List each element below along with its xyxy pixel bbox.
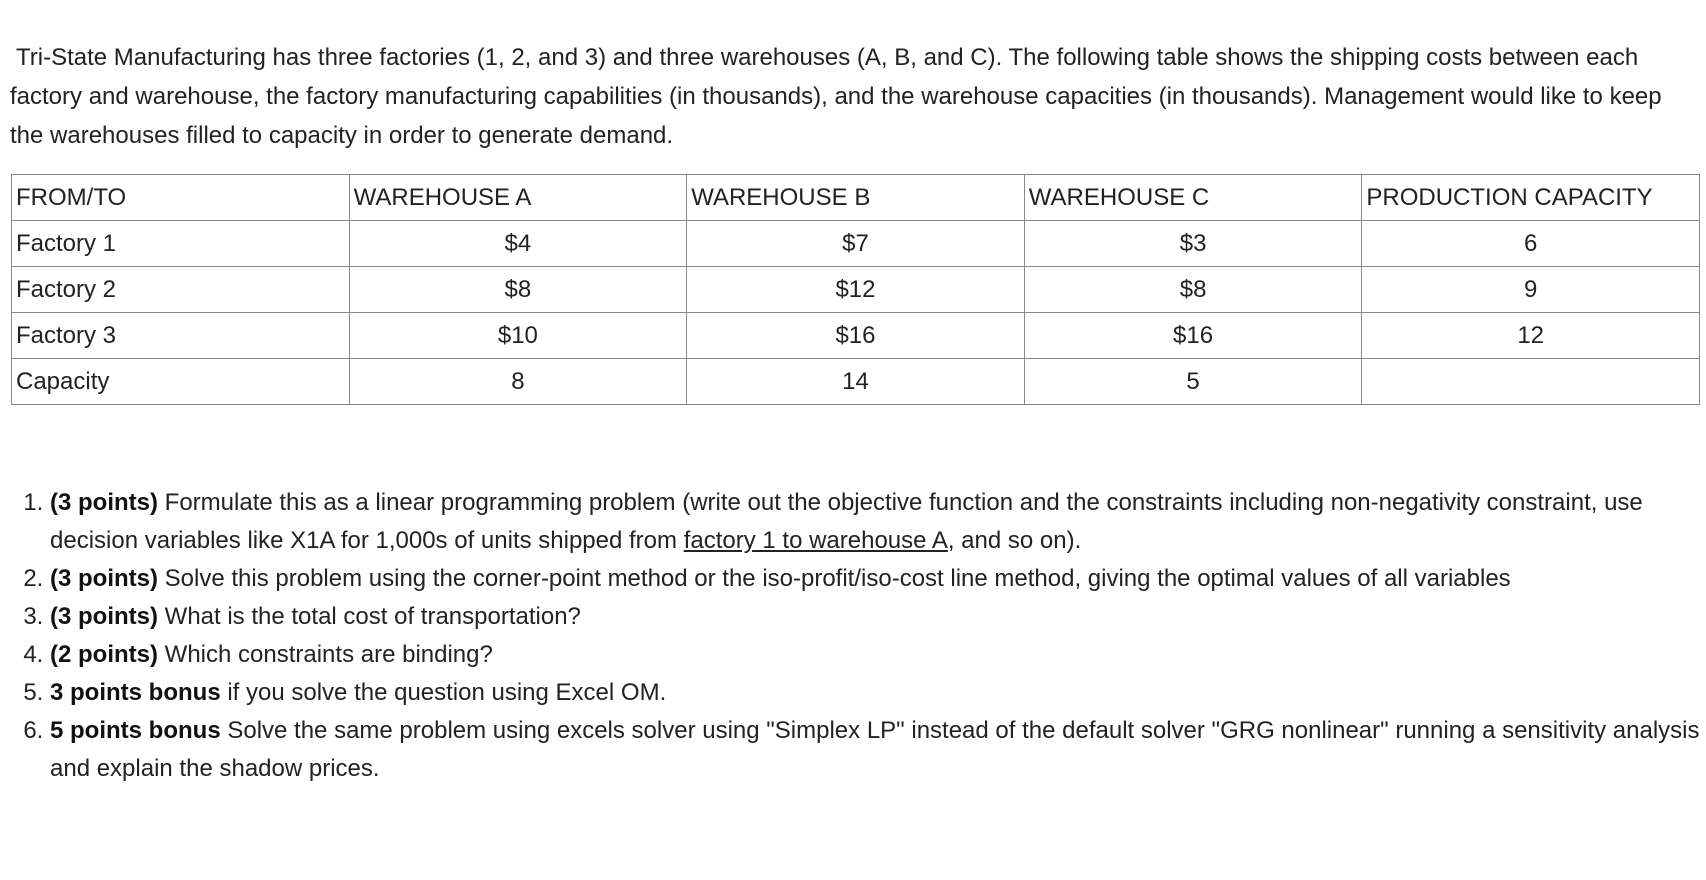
table-cell: 9 xyxy=(1362,267,1700,313)
row-label: Factory 3 xyxy=(12,313,350,359)
table-row xyxy=(12,359,1700,405)
shipping-cost-table xyxy=(11,174,1700,405)
question-text: Solve the same problem using excels solver using "Simplex LP" instead of the default solver "GRG nonlinear" running a sensitivity analysis and explain the shadow prices. xyxy=(50,717,1700,782)
header-warehouse-b: WAREHOUSE B xyxy=(687,175,1025,221)
table-cell: $12 xyxy=(687,267,1025,313)
header-production-capacity: PRODUCTION CAPACITY xyxy=(1362,175,1700,221)
table-row xyxy=(12,313,1700,359)
intro-paragraph xyxy=(10,38,1700,155)
row-label: Capacity xyxy=(12,359,350,405)
question-item xyxy=(50,712,1706,788)
question-points: (3 points) xyxy=(50,565,158,592)
question-item xyxy=(50,636,1706,674)
question-points: 5 points bonus xyxy=(50,717,221,744)
question-underlined-text: factory 1 to warehouse A xyxy=(683,527,948,554)
question-item xyxy=(50,674,1706,712)
table-cell: $16 xyxy=(687,313,1025,359)
question-text: Formulate this as a linear programming problem (write out the objective function and the constraints including non-negativity constraint, use decision variables like X1A for 1,000s of units shipped from xyxy=(50,489,1643,554)
table-cell: $16 xyxy=(1024,313,1362,359)
question-list xyxy=(20,484,1706,788)
table-cell xyxy=(1362,359,1700,405)
table-cell: $8 xyxy=(1024,267,1362,313)
question-points: (2 points) xyxy=(50,641,158,668)
table-cell: 14 xyxy=(687,359,1025,405)
table-cell: $10 xyxy=(349,313,687,359)
table-cell: 12 xyxy=(1362,313,1700,359)
question-text: , and so on). xyxy=(947,527,1082,554)
header-from-to: FROM/TO xyxy=(12,175,350,221)
table-header-row xyxy=(12,175,1700,221)
question-item xyxy=(50,598,1706,636)
table-cell: $8 xyxy=(349,267,687,313)
header-warehouse-c: WAREHOUSE C xyxy=(1024,175,1362,221)
question-points: 3 points bonus xyxy=(50,679,221,706)
table-cell: $7 xyxy=(687,221,1025,267)
question-text: What is the total cost of transportation? xyxy=(158,603,581,630)
table-cell: $4 xyxy=(349,221,687,267)
table-cell: 8 xyxy=(349,359,687,405)
table-row xyxy=(12,221,1700,267)
question-points: (3 points) xyxy=(50,489,158,516)
row-label: Factory 1 xyxy=(12,221,350,267)
question-points: (3 points) xyxy=(50,603,158,630)
question-text: Solve this problem using the corner-point method or the iso-profit/iso-cost line method, giving the optimal values of all variables xyxy=(158,565,1511,592)
intro-text: Tri-State Manufacturing has three factories (1, 2, and 3) and three warehouses (A, B, and C). The following table shows the shipping costs between each factory and warehouse, the factory manufacturing capabilities (in thousands), and the warehouse capacities (in thousands). Management would like to keep the warehouses filled to capacity in order to generate demand. xyxy=(10,44,1662,149)
table-row xyxy=(12,267,1700,313)
row-label: Factory 2 xyxy=(12,267,350,313)
header-warehouse-a: WAREHOUSE A xyxy=(349,175,687,221)
question-text: Which constraints are binding? xyxy=(158,641,493,668)
table-cell: $3 xyxy=(1024,221,1362,267)
table-cell: 6 xyxy=(1362,221,1700,267)
table-cell: 5 xyxy=(1024,359,1362,405)
question-text: if you solve the question using Excel OM. xyxy=(220,679,667,706)
question-item xyxy=(50,560,1706,598)
question-item xyxy=(50,484,1706,560)
